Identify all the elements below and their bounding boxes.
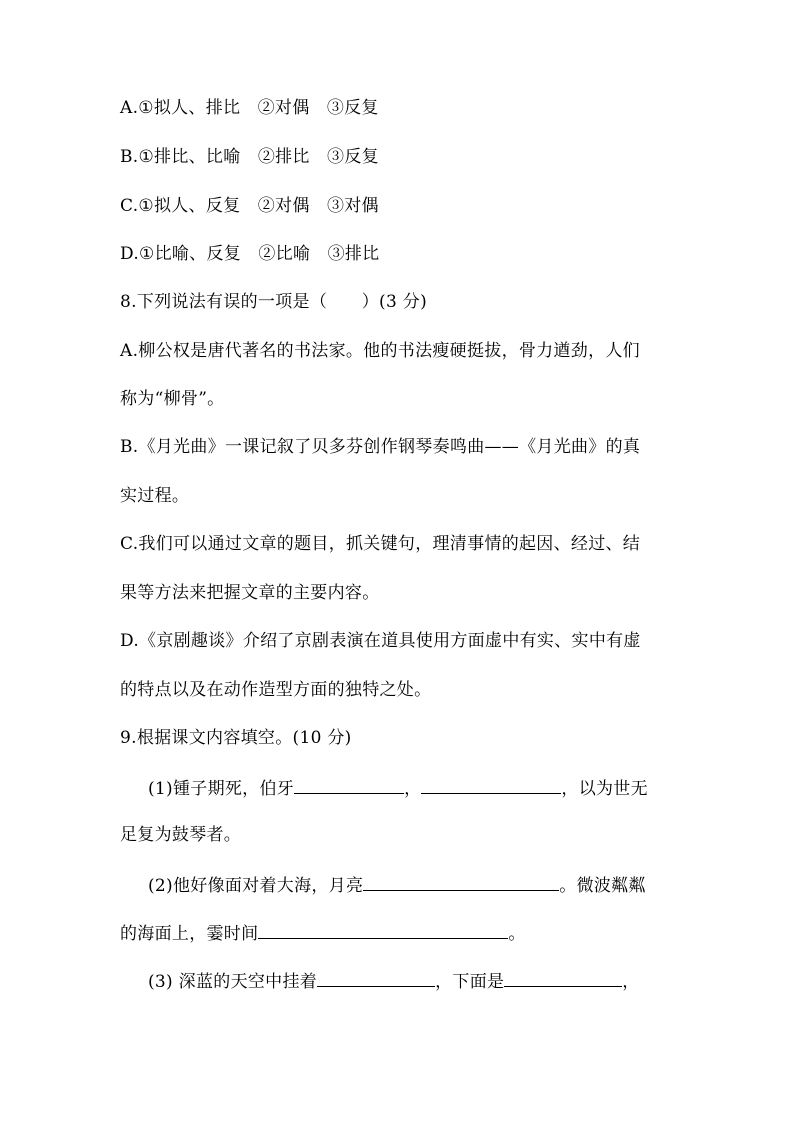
q9-item2-line1 (148, 872, 708, 898)
q9-item1-suffix: ，以为世无 (561, 779, 648, 799)
q9-item2-line2-suffix: 。 (508, 924, 526, 944)
q9-item2-line2 (120, 920, 680, 946)
q9-stem: 9.根据课文内容填空。(10 分) (120, 728, 352, 748)
q9-item2-blank1[interactable] (363, 872, 559, 891)
q9-item1-sep: ， (404, 779, 422, 799)
q9-item3-line1 (148, 968, 708, 994)
q8-option-d-line1: D.《京剧趣谈》介绍了京剧表演在道具使用方面虚中有实、实中有虚 (120, 631, 641, 651)
q9-item2-line2-prefix: 的海面上，霎时间 (120, 924, 259, 944)
q7-option-b: B.①排比、比喻 ②排比 ③反复 (120, 147, 379, 167)
q8-option-a-line1: A.柳公权是唐代著名的书法家。他的书法瘦硬挺拔，骨力遒劲，人们 (120, 341, 640, 361)
q8-option-d-line2: 的特点以及在动作造型方面的独特之处。 (120, 680, 432, 700)
q9-item2-prefix: (2)他好像面对着大海，月亮 (148, 876, 364, 896)
q8-option-b-line1: B.《月光曲》一课记叙了贝多芬创作钢琴奏鸣曲——《月光曲》的真 (120, 437, 641, 457)
q8-option-c-line1: C.我们可以通过文章的题目，抓关键句，理清事情的起因、经过、结 (120, 534, 641, 554)
q7-option-a: A.①拟人、排比 ②对偶 ③反复 (120, 98, 379, 118)
q7-option-c: C.①拟人、反复 ②对偶 ③对偶 (120, 196, 379, 216)
q8-stem: 8.下列说法有误的一项是（ ）(3 分) (120, 292, 428, 312)
q9-item1-line2: 足复为鼓琴者。 (120, 825, 242, 845)
q9-item3-blank2[interactable] (504, 968, 622, 987)
q9-item1-blank2[interactable] (421, 775, 561, 794)
q8-option-a-line2: 称为“柳骨”。 (120, 389, 225, 409)
q7-option-d: D.①比喻、反复 ②比喻 ③排比 (120, 244, 380, 264)
q9-item3-blank1[interactable] (317, 968, 435, 987)
q8-option-b-line2: 实过程。 (120, 486, 190, 506)
q9-item1-prefix: (1)锺子期死，伯牙 (148, 779, 295, 799)
q9-item1-line1 (148, 775, 708, 801)
q9-item3-mid: ，下面是 (435, 972, 505, 992)
q9-item2-blank2[interactable] (258, 920, 508, 939)
q9-item1-blank1[interactable] (294, 775, 404, 794)
q9-item3-prefix: (3) 深蓝的天空中挂着 (148, 972, 318, 992)
q9-item2-suffix: 。微波粼粼 (559, 876, 646, 896)
q9-item3-suffix: ， (622, 972, 640, 992)
q8-option-c-line2: 果等方法来把握文章的主要内容。 (120, 583, 380, 603)
